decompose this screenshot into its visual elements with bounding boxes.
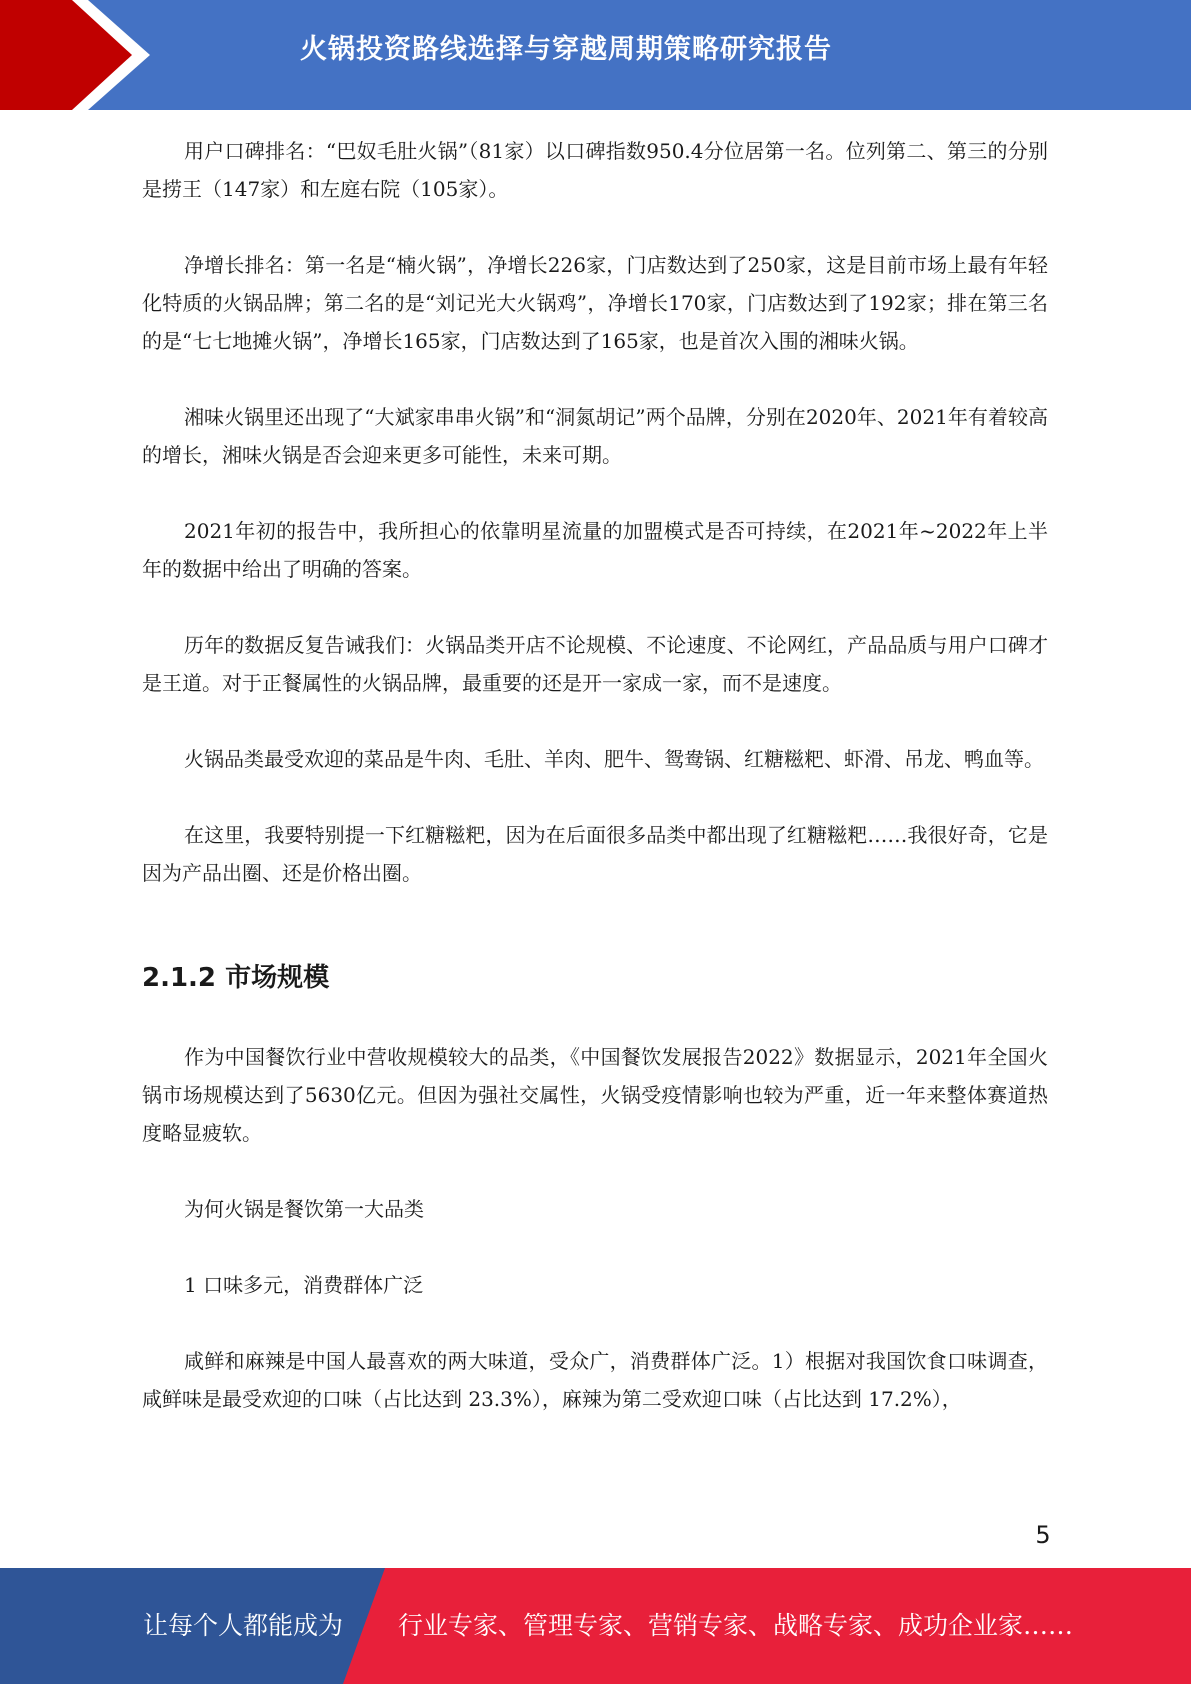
paragraph-flavor-survey: 咸鲜和麻辣是中国人最喜欢的两大味道，受众广，消费群体广泛。1）根据对我国饮食口味调查，咸鲜味是最受欢迎的口味（占比达到 23.3%），麻辣为第二受欢迎口味（占比达到 17.2%），	[142, 1349, 1048, 1411]
paragraph-popular-dishes: 火锅品类最受欢迎的菜品是牛肉、毛肚、羊肉、肥牛、鸳鸯锅、红糖糍粑、虾滑、吊龙、鸭血等。	[184, 747, 1044, 771]
paragraph-hunan-hotpot: 湘味火锅里还出现了“大斌家串串火锅”和“洞氮胡记”两个品牌，分别在2020年、2021年有着较高的增长，湘味火锅是否会迎来更多可能性，未来可期。	[142, 405, 1048, 467]
paragraph-reputation-ranking: 用户口碑排名：“巴奴毛肚火锅”（81家）以口碑指数950.4分位居第一名。位列第二、第三的分别是捞王（147家）和左庭右院（105家）。	[142, 139, 1048, 201]
paragraph-why-largest-category: 为何火锅是餐饮第一大品类	[184, 1197, 424, 1221]
paragraph-diverse-flavors: 1 口味多元，消费群体广泛	[184, 1273, 424, 1297]
page-header	[0, 0, 1191, 110]
page-number: 5	[1035, 1521, 1051, 1549]
document-body	[142, 132, 1048, 1418]
paragraph-quality-lesson: 历年的数据反复告诫我们：火锅品类开店不论规模、不论速度、不论网红，产品品质与用户口碑才是王道。对于正餐属性的火锅品牌，最重要的还是开一家成一家，而不是速度。	[142, 633, 1048, 695]
report-title: 火锅投资路线选择与穿越周期策略研究报告	[300, 34, 832, 65]
header-arrow-decoration	[0, 0, 150, 110]
paragraph-market-size: 作为中国餐饮行业中营收规模较大的品类，《中国餐饮发展报告2022》数据显示，2021年全国火锅市场规模达到了5630亿元。但因为强社交属性，火锅受疫情影响也较为严重，近一年来整体赛道热度略显疲软。	[142, 1045, 1048, 1145]
footer-slogan-left: 让每个人都能成为	[143, 1611, 344, 1640]
paragraph-franchise-model: 2021年初的报告中，我所担心的依靠明星流量的加盟模式是否可持续，在2021年~2022年上半年的数据中给出了明确的答案。	[142, 519, 1048, 581]
paragraph-brown-sugar-ciba: 在这里，我要特别提一下红糖糍粑，因为在后面很多品类中都出现了红糖糍粑……我很好奇，它是因为产品出圈、还是价格出圈。	[142, 823, 1048, 885]
page-footer	[0, 1568, 1191, 1684]
paragraph-net-growth-ranking: 净增长排名：第一名是“楠火锅”，净增长226家，门店数达到了250家，这是目前市场上最有年轻化特质的火锅品牌；第二名的是“刘记光大火锅鸡”，净增长170家，门店数达到了192家；排在第三名的是“七七地摊火锅”，净增长165家，门店数达到了165家，也是首次入围的湘味火锅。	[142, 253, 1048, 353]
footer-slogan-right: 行业专家、管理专家、营销专家、战略专家、成功企业家……	[398, 1611, 1074, 1640]
section-heading: 2.1.2 市场规模	[142, 963, 330, 993]
